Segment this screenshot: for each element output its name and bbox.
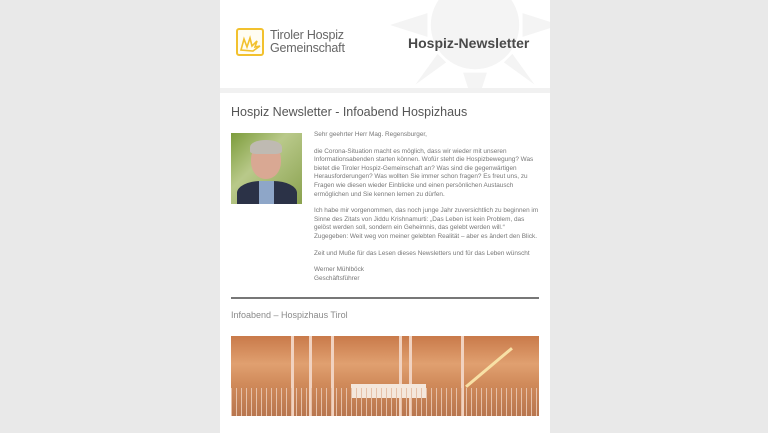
newsletter-title: Hospiz-Newsletter: [408, 35, 530, 51]
signature-role: Geschäftsführer: [314, 274, 360, 282]
logo-line1: Tiroler Hospiz: [270, 28, 344, 42]
letter-paragraph-1: die Corona-Situation macht es möglich, dass wir wieder mit unseren Informationsabenden starten können. Wofür steht die Hospizbewegung? Was bietet die Tiroler Hospiz-Gemeinschaft an? Was sind die gegenwärtigen Herausforderungen? Was wollten Sie immer schon fragen? Es freut uns, zu Fragen wie diesen wieder Einblicke und einen persönlichen Austausch ermöglichen und Sie kennen lernen zu dürfen.: [314, 147, 534, 198]
section-title-infoabend: Infoabend – Hospizhaus Tirol: [231, 310, 348, 321]
sun-logo-icon: [236, 28, 264, 56]
page-title: Hospiz Newsletter - Infoabend Hospizhaus: [231, 105, 468, 119]
author-photo: [231, 133, 302, 204]
hospizhaus-image[interactable]: [231, 336, 539, 416]
newsletter-email: [220, 0, 550, 433]
newsletter-header: [220, 0, 550, 93]
intro-section: [231, 131, 539, 283]
section-divider: [231, 297, 539, 299]
logo-line2: Gemeinschaft: [270, 41, 345, 55]
signature-name: Werner Mühlböck: [314, 266, 364, 274]
logo[interactable]: [236, 28, 345, 56]
letter-text: [314, 131, 539, 283]
letter-paragraph-2: Ich habe mir vorgenommen, das noch junge Jahr zuversichtlich zu beginnen im Sinne des Zitats von Jiddu Krishnamurti: „Das Leben ist kein Problem, das gelöst werden soll, sondern ein Geheimnis, das gelebt werden will.“ Zugegeben: Weit weg von meiner gelebten Realität – aber es ändert den Blick.: [314, 207, 539, 240]
letter-paragraph-3: Zeit und Muße für das Lesen dieses Newsletters und für das Leben wünscht: [314, 249, 530, 257]
greeting: Sehr geehrter Herr Mag. Regensburger,: [314, 131, 427, 138]
